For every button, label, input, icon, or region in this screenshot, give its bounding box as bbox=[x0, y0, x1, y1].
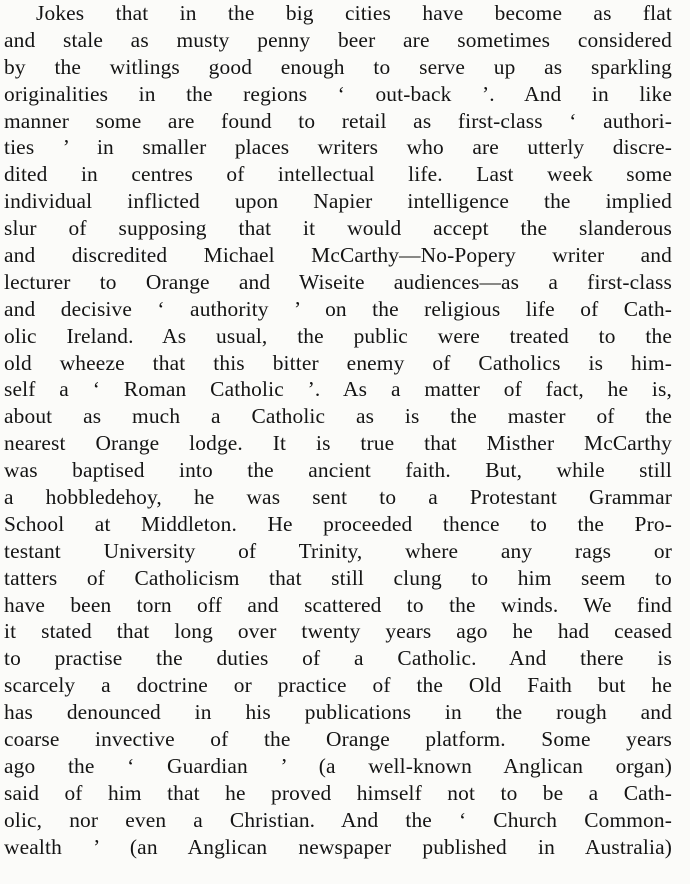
text-line: said of him that he proved himself not to be a Cath- bbox=[4, 780, 672, 805]
text-line: was baptised into the ancient faith. But, while still bbox=[4, 458, 672, 483]
text-line: ago the ‘ Guardian ’ (a well-known Anglican organ) bbox=[4, 753, 672, 778]
text-line: old wheeze that this bitter enemy of Catholics is him- bbox=[4, 350, 672, 375]
text-line: individual inflicted upon Napier intelligence the implied bbox=[4, 189, 672, 214]
text-line: Jokes that in the big cities have become as flat bbox=[36, 1, 672, 25]
text-line: it stated that long over twenty years ago he had ceased bbox=[4, 619, 672, 644]
text-line: coarse invective of the Orange platform. Some years bbox=[4, 727, 672, 752]
text-line: manner some are found to retail as first-class ‘ authori- bbox=[4, 108, 672, 133]
text-line: olic, nor even a Christian. And the ‘ Church Common- bbox=[4, 807, 672, 832]
text-line: and discredited Michael McCarthy—No-Popery writer and bbox=[4, 243, 672, 268]
article-column bbox=[4, 0, 672, 861]
text-line: slur of supposing that it would accept the slanderous bbox=[4, 216, 672, 241]
text-line: and stale as musty penny beer are sometimes considered bbox=[4, 27, 672, 52]
text-line: to practise the duties of a Catholic. And there is bbox=[4, 646, 672, 671]
text-line: dited in centres of intellectual life. Last week some bbox=[4, 162, 672, 187]
text-line: testant University of Trinity, where any rags or bbox=[4, 538, 672, 563]
text-line: School at Middleton. He proceeded thence to the Pro- bbox=[4, 511, 672, 536]
text-line: by the witlings good enough to serve up as sparkling bbox=[4, 54, 672, 79]
text-line: lecturer to Orange and Wiseite audiences—as a first-class bbox=[4, 269, 672, 294]
text-line: tatters of Catholicism that still clung to him seem to bbox=[4, 565, 672, 590]
text-line: about as much a Catholic as is the master of the bbox=[4, 404, 672, 429]
text-line: ties ’ in smaller places writers who are utterly discre- bbox=[4, 135, 672, 160]
text-line: has denounced in his publications in the rough and bbox=[4, 700, 672, 725]
text-line: olic Ireland. As usual, the public were treated to the bbox=[4, 323, 672, 348]
text-line: nearest Orange lodge. It is true that Misther McCarthy bbox=[4, 431, 672, 456]
text-line: a hobbledehoy, he was sent to a Protestant Grammar bbox=[4, 485, 672, 510]
text-line: self a ‘ Roman Catholic ’. As a matter of fact, he is, bbox=[4, 377, 672, 402]
text-line: scarcely a doctrine or practice of the Old Faith but he bbox=[4, 673, 672, 698]
text-line: and decisive ‘ authority ’ on the religious life of Cath- bbox=[4, 296, 672, 321]
text-line: originalities in the regions ‘ out-back ’. And in like bbox=[4, 81, 672, 106]
text-line: wealth ’ (an Anglican newspaper published in Australia) bbox=[4, 834, 672, 859]
text-line: have been torn off and scattered to the winds. We find bbox=[4, 592, 672, 617]
